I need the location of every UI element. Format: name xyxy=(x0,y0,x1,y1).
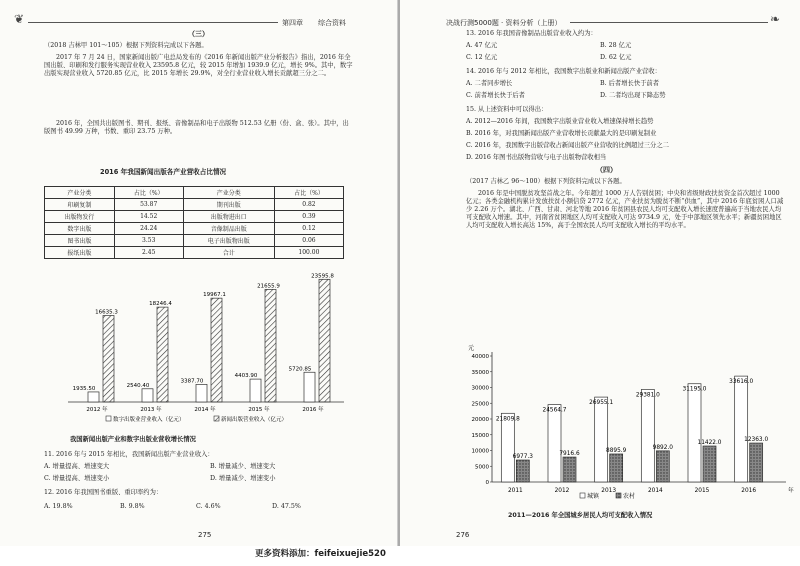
option: B. 2016 年，对我国新闻出版产业营收增长贡献最大的是印刷复制业 xyxy=(466,130,657,137)
data-label: 16635.3 xyxy=(95,309,118,316)
table-cell: 3.53 xyxy=(114,235,183,247)
table-cell: 图书出版 xyxy=(45,235,115,247)
y-tick-label: 20000 xyxy=(471,417,489,423)
legend-swatch-digital xyxy=(106,416,111,421)
data-label: 18246.4 xyxy=(149,301,172,308)
bar-publishing xyxy=(211,298,222,402)
book-title-header: 决战行测5000题 · 资料分析（上册） xyxy=(446,19,562,27)
table-cell: 数字出版 xyxy=(45,223,115,235)
y-tick-label: 5000 xyxy=(475,464,489,471)
option: C. 增量提高、增速变小 xyxy=(44,475,110,482)
option: A. 2012—2016 年间，我国数字出版业营业收入增速保持增长趋势 xyxy=(466,118,654,125)
x-tick-label: 2011 xyxy=(507,488,523,494)
data-label: 4403.90 xyxy=(234,373,258,380)
table-cell: 0.82 xyxy=(274,199,343,211)
y-tick-label: 15000 xyxy=(471,432,489,439)
x-tick-label: 2014 年 xyxy=(194,407,216,413)
bar-urban xyxy=(641,389,654,482)
legend-label: 数字出版业营业收入（亿元） xyxy=(113,417,185,423)
legend-swatch-urban xyxy=(580,493,585,498)
data-label: 21809.8 xyxy=(495,416,520,423)
x-tick-label: 2012 xyxy=(554,488,570,494)
data-label: 3387.70 xyxy=(180,378,204,385)
header-rule xyxy=(28,22,278,23)
x-tick-label: 2012 年 xyxy=(86,407,108,413)
bar-rural xyxy=(563,457,576,482)
share-table xyxy=(44,186,344,259)
income-chart xyxy=(456,334,796,510)
table-cell: 期刊出版 xyxy=(183,199,274,211)
option: B. 9.8% xyxy=(120,503,145,510)
bar-urban xyxy=(595,397,608,482)
option: D. 增量减少、增速变小 xyxy=(210,475,276,482)
bar-digital xyxy=(196,384,207,402)
bar-urban xyxy=(735,376,748,482)
option: A. 增量提高、增速变大 xyxy=(44,463,110,470)
data-label: 6977.3 xyxy=(512,454,533,461)
chart-title: 2011—2016 年全国城乡居民人均可支配收入情况 xyxy=(508,512,653,519)
y-tick-label: 30000 xyxy=(471,385,489,392)
y-tick-label: 25000 xyxy=(471,401,489,408)
table-header-cell: 产业分类 xyxy=(183,187,274,199)
data-label: 12363.0 xyxy=(744,437,769,444)
x-tick-label: 2015 xyxy=(694,488,710,494)
data-label: 23595.8 xyxy=(311,273,334,280)
y-tick-label: 35000 xyxy=(471,369,489,376)
y-tick-label: 10000 xyxy=(471,448,489,455)
bar-urban xyxy=(548,405,561,482)
table-row xyxy=(45,199,344,211)
footer-contact: 更多资料添加：feifeixuejie520 xyxy=(255,549,386,559)
bar-rural xyxy=(610,454,623,482)
option: A. 二者同步增长 xyxy=(466,80,513,87)
legend-label: 城镇 xyxy=(587,493,600,500)
legend-label: 农村 xyxy=(623,493,636,500)
bar-rural xyxy=(703,446,716,482)
data-label: 31195.0 xyxy=(682,386,707,393)
bar-urban xyxy=(501,413,514,482)
left-page xyxy=(0,0,398,546)
question-15: 15. 从上述资料中可以得出： xyxy=(466,106,548,113)
table-cell: 2.45 xyxy=(114,247,183,259)
table-row xyxy=(45,211,344,223)
table-cell: 14.52 xyxy=(114,211,183,223)
question-12: 12. 2016 年我国图书重版、重印率约为： xyxy=(44,489,163,496)
data-label: 2540.40 xyxy=(126,382,150,389)
data-label: 9892.0 xyxy=(652,444,673,451)
x-tick-label: 2014 xyxy=(647,488,663,494)
table-cell: 0.39 xyxy=(274,211,343,223)
table-cell: 合计 xyxy=(183,247,274,259)
x-tick-label: 2013 年 xyxy=(140,407,162,413)
bar-digital xyxy=(142,389,153,402)
table-cell: 报纸出版 xyxy=(45,247,115,259)
option: B. 后者增长快于前者 xyxy=(600,80,660,87)
option: B. 28 亿元 xyxy=(600,42,632,49)
option: C. 2016 年，我国数字出版营收占新闻出版产业营收的比例超过三分之二 xyxy=(466,142,669,149)
bar-publishing xyxy=(103,315,114,402)
table-cell: 53.87 xyxy=(114,199,183,211)
option: B. 增量减少、增速变大 xyxy=(210,463,276,470)
table-cell: 0.12 xyxy=(274,223,343,235)
table-cell: 100.00 xyxy=(274,247,343,259)
table-cell: 出版物进出口 xyxy=(183,211,274,223)
table-cell: 印刷复制 xyxy=(45,199,115,211)
paragraph: 2016 年是中国脱贫攻坚首战之年。今年超过 1000 万人告别贫困；中央和省级财政扶贫资金首次超过 1000 亿元；各类金融机构累计发放扶贫小额信贷 2772 亿元，产业扶贫为脱贫不断“供血”，其中 2016 年底贫困人口减少 2.26 万个。湖北、广西、甘肃、河北等地 2016 年贫困县农民人均可支配收入增长速度普遍高于当地农民人均可支配收入增速。其中，河南省贫困地区人均可支配收入可达 9734.9 元，处于中部地区领先水平；新疆贫困地区人均可支配收入增长高达 15%，高于全国农民人均可支配收入增长的平均水平。 xyxy=(466,190,784,229)
x-tick-label: 2016 xyxy=(741,488,757,494)
data-label: 7916.6 xyxy=(559,451,580,458)
x-tick-label: 2013 xyxy=(601,488,617,494)
bar-publishing xyxy=(157,307,168,402)
publishing-revenue-chart xyxy=(44,252,354,432)
option: A. 47 亿元 xyxy=(466,42,498,49)
table-title: 2016 年我国新闻出版各产业营收占比情况 xyxy=(100,168,227,176)
ornament-icon: ❧ xyxy=(770,12,781,26)
y-tick-label: 40000 xyxy=(471,354,489,360)
table-header-cell: 占比（%） xyxy=(114,187,183,199)
data-label: 8895.9 xyxy=(606,447,627,454)
option: A. 19.8% xyxy=(44,503,73,510)
legend-label: 新闻出版营业收入（亿元） xyxy=(221,417,288,423)
table-cell: 电子出版物出版 xyxy=(183,235,274,247)
data-label: 26955.1 xyxy=(589,400,614,407)
data-label: 24564.7 xyxy=(542,407,567,414)
paragraph: 2017 年 7 月 24 日，国家新闻出版广电总局发布的《2016 年新闻出版产业分析报告》指出，2016 年全国出版、印刷和发行服务实现营业收入 23595.8 亿元，较 2015 年增加 1939.9 亿元，增长 9%。其中，数字出版实现营业收入 5720.85 亿元，比 2015 年增长 29.9%，对全行业营业收入增长贡献超三分之二。 xyxy=(44,54,353,77)
bar-publishing xyxy=(319,279,330,402)
bar-rural xyxy=(656,451,669,482)
page-number: 276 xyxy=(456,531,470,539)
page-number: 275 xyxy=(198,531,212,539)
option: C. 前者增长快于后者 xyxy=(466,92,525,99)
legend-swatch-rural xyxy=(616,493,621,498)
x-tick-label: 2016 年 xyxy=(302,407,324,413)
chapter-label: 第四章 xyxy=(282,19,303,27)
section-title: （三） xyxy=(188,30,209,38)
bar-digital xyxy=(304,372,315,402)
data-label: 29381.0 xyxy=(635,392,660,399)
table-header-cell: 产业分类 xyxy=(45,187,115,199)
table-cell: 音像制品出版 xyxy=(183,223,274,235)
data-label: 33616.0 xyxy=(729,379,754,386)
option: D. 二者均出现下降态势 xyxy=(600,92,666,99)
table-header-cell: 占比（%） xyxy=(274,187,343,199)
table-header-row xyxy=(45,187,344,199)
data-label: 21655.9 xyxy=(257,283,280,290)
paragraph: 2016 年，全国共出版图书、期刊、报纸、音像制品和电子出版物 512.53 亿册（份、盒、张）。其中，出版图书 49.99 万种，书数、重印 23.75 万种。 xyxy=(44,120,349,135)
section-title: （四） xyxy=(596,166,617,174)
data-label: 1935.50 xyxy=(72,385,96,392)
ornament-icon: ❦ xyxy=(14,12,25,26)
option: D. 2016 年图书出版物营收与电子出版物营收相当 xyxy=(466,154,607,161)
data-label: 11422.0 xyxy=(697,440,722,447)
data-label: 19967.1 xyxy=(203,292,226,299)
x-axis-unit: 年 xyxy=(788,488,794,494)
y-tick-label: 0 xyxy=(485,480,489,486)
table-row xyxy=(45,235,344,247)
table-cell: 0.06 xyxy=(274,235,343,247)
y-axis-unit: 元 xyxy=(468,345,475,352)
intro-text: （2018 吉林甲 101～105）根据下列资料完成以下各题。 xyxy=(44,42,208,49)
option: D. 47.5% xyxy=(272,503,301,510)
legend-swatch-publishing xyxy=(214,416,219,421)
bar-digital xyxy=(250,379,261,402)
table-cell: 出版物发行 xyxy=(45,211,115,223)
table-row xyxy=(45,223,344,235)
bar-digital xyxy=(88,392,99,402)
right-page xyxy=(400,0,800,546)
option: C. 12 亿元 xyxy=(466,54,498,61)
option: D. 62 亿元 xyxy=(600,54,632,61)
question-11: 11. 2016 年与 2015 年相比，我国新闻出版产业营业收入： xyxy=(44,451,214,458)
question-14: 14. 2016 年与 2012 年相比，我国数字出版业和新闻出版产业营收： xyxy=(466,68,661,75)
intro-text: （2017 吉林乙 96～100）根据下列资料完成以下各题。 xyxy=(466,178,626,185)
option: C. 4.6% xyxy=(196,503,221,510)
bar-rural xyxy=(516,460,529,482)
chart-title: 我国新闻出版产业和数字出版业营收增长情况 xyxy=(70,436,196,443)
bar-urban xyxy=(688,384,701,482)
bar-rural xyxy=(750,443,763,482)
table-cell: 24.24 xyxy=(114,223,183,235)
section-label: 综合资料 xyxy=(318,19,346,27)
data-label: 5720.85 xyxy=(288,366,312,373)
x-tick-label: 2015 年 xyxy=(248,407,270,413)
bar-publishing xyxy=(265,289,276,402)
header-rule xyxy=(570,22,768,23)
question-13: 13. 2016 年我国音像制品出版营业收入约为： xyxy=(466,30,597,37)
